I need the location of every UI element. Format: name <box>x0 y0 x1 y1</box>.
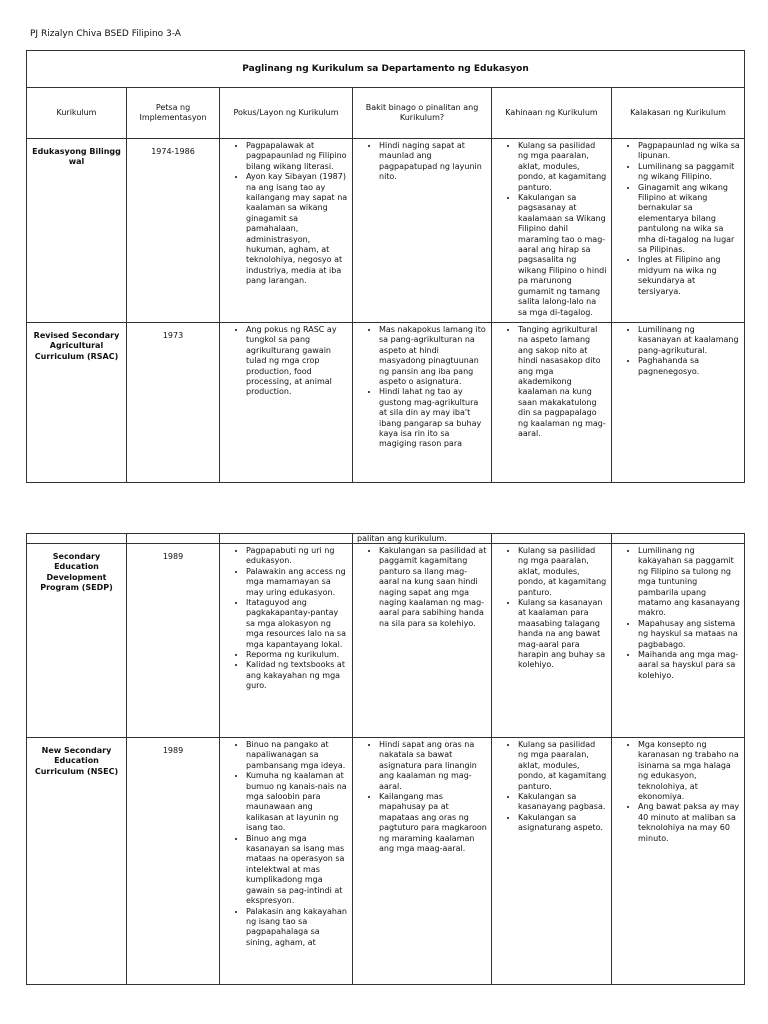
list-item: • Binuo na pangako at napaliwanagan sa pambansang mga ideya. <box>246 740 348 771</box>
strength-cell <box>612 139 745 323</box>
list-item: • Tanging agrikultural na aspeto lamang ang sakop nito at hindi nasasakop dito ang mga akademikong kaalaman na kung saan makakatulong din sa pagpapalago ng kaalaman ng mag-aaral. <box>518 325 607 439</box>
focus-cell <box>220 323 353 483</box>
curriculum-name: Edukasyong Bilingg wal <box>27 139 127 323</box>
list-item: • Reporma ng kurikulum. <box>246 650 348 660</box>
list-item: • Kulang sa kasanayan at kaalaman para maasabing talagang handa na ang bawat mag-aaral para harapin ang buhay sa kolehiyo. <box>518 598 607 671</box>
list-item: • Palawakin ang access ng mga mamamayan sa may uring edukasyon. <box>246 567 348 598</box>
list-item: • Pagpapalawak at pagpapaunlad ng Filipino bilang wikang literasi. <box>246 141 348 172</box>
reason-cell <box>353 544 492 738</box>
focus-cell <box>220 738 353 985</box>
list-item: • Kakulangan sa asignaturang aspeto. <box>518 813 607 834</box>
reason-cell <box>353 139 492 323</box>
implementation-date: 1974-1986 <box>127 139 220 323</box>
list-item: • Paghahanda sa pagnenegosyo. <box>638 356 740 377</box>
column-header: Kurikulum <box>27 88 127 139</box>
curriculum-table-page-1 <box>26 50 745 483</box>
list-item: • Kulang sa pasilidad ng mga paaralan, aklat, modules, pondo, at kagamitang panturo. <box>518 546 607 598</box>
reason-cell <box>353 738 492 985</box>
list-item: • Ang pokus ng RASC ay tungkol sa pang agrikulturang gawain tulad ng mga crop production, food processing, at animal production. <box>246 325 348 398</box>
curriculum-name: New Secondary Education Curriculum (NSEC) <box>27 738 127 985</box>
curriculum-table-page-2 <box>26 533 745 985</box>
focus-cell <box>220 139 353 323</box>
list-item: • Hindi sapat ang oras na nakatala sa bawat asignatura para linangin ang kaalaman ng mag-aaral. <box>379 740 487 792</box>
document-header: PJ Rizalyn Chiva BSED Filipino 3-A <box>30 29 181 39</box>
focus-cell <box>220 544 353 738</box>
table-row <box>27 738 745 985</box>
list-item: • Binuo ang mga kasanayan sa isang mas mataas na operasyon sa intelektwal at mas kumplikadong mga gawain sa pag-intindi at ekspresyon. <box>246 834 348 907</box>
list-item: • Kulang sa pasilidad ng mga paaralan, aklat, modules, pondo, at kagamitang panturo. <box>518 141 607 193</box>
column-header: Bakit binago o pinalitan ang Kurikulum? <box>353 88 492 139</box>
list-item: • Ang bawat paksa ay may 40 minuto at maliban sa teknolohiya na may 60 minuto. <box>638 802 740 844</box>
reason-continued: palitan ang kurikulum. <box>353 534 492 544</box>
strength-cell <box>612 544 745 738</box>
table-row <box>27 323 745 483</box>
table-row <box>27 139 745 323</box>
column-header: Kalakasan ng Kurikulum <box>612 88 745 139</box>
weakness-cell <box>492 544 612 738</box>
list-item: • Kakulangan sa pagsasanay at kaalamaan sa Wikang Filipino dahil maraming tao o mag-aaral ang hirap sa pagsasalita ng wikang Filipino o hindi pa marunong gumamit ng tamang salita lalong-lalo na sa mga di-tagalog. <box>518 193 607 318</box>
list-item: • Ingles at Filipino ang midyum na wika ng sekundarya at tersiyarya. <box>638 255 740 297</box>
list-item: • Pagpapaunlad ng wika sa lipunan. <box>638 141 740 162</box>
list-item: • Lumilinang ng kasanayan at kaalamang pang-agrikutural. <box>638 325 740 356</box>
list-item: • Kulang sa pasilidad ng mga paaralan, aklat, modules, pondo, at kagamitang panturo. <box>518 740 607 792</box>
weakness-cell <box>492 139 612 323</box>
list-item: • Pagpapabuti ng uri ng edukasyon. <box>246 546 348 567</box>
weakness-cell <box>492 323 612 483</box>
list-item: • Kakulangan sa pasilidad at paggamit kagamitang panturo sa ilang mag-aaral na kung saan hindi naging sapat ang mga naging kaalaman ng mag-aaral para sabihing handa na sila para sa kolehiyo. <box>379 546 487 629</box>
list-item: • Mapahusay ang sistema ng hayskul sa mataas na pagbabago. <box>638 619 740 650</box>
column-header: Kahinaan ng Kurikulum <box>492 88 612 139</box>
list-item: • Mga konsepto ng karanasan ng trabaho na isinama sa mga halaga ng edukasyon, teknolohiya, at ekonomiya. <box>638 740 740 802</box>
table-title: Paglinang ng Kurikulum sa Departamento ng Edukasyon <box>27 51 745 88</box>
list-item: • Kakulangan sa kasanayang pagbasa. <box>518 792 607 813</box>
column-header: Petsa ng Implementasyon <box>127 88 220 139</box>
list-item: • Ayon kay Sibayan (1987) na ang isang tao ay kailangang may sapat na kaalaman sa wikang ginagamit sa pamahalaan, administrasyon, hukuman, agham, at teknolohiya, negosyo at industriya, media at iba pang larangan. <box>246 172 348 286</box>
list-item: • Maihanda ang mga mag-aaral sa hayskul para sa kolehiyo. <box>638 650 740 681</box>
column-header: Pokus/Layon ng Kurikulum <box>220 88 353 139</box>
list-item: • Lumilinang ng kakayahan sa paggamit ng Filipino sa tulong ng mga tuntuning pambarila upang matamo ang kasanayang makro. <box>638 546 740 619</box>
list-item: • Kailangang mas mapahusay pa at mapataas ang oras ng pagtuturo para magkaroon ng maraming kaalaman ang mga maag-aaral. <box>379 792 487 854</box>
weakness-cell <box>492 738 612 985</box>
list-item: • Lumilinang sa paggamit ng wikang Filipino. <box>638 162 740 183</box>
list-item: • Hindi lahat ng tao ay gustong mag-agrikultura at sila din ay may iba't ibang pangarap sa buhay kaya isa rin ito sa magiging rason para <box>379 387 487 449</box>
list-item: • Palakasin ang kakayahan ng isang tao sa pagpapahalaga sa sining, agham, at <box>246 907 348 949</box>
strength-cell <box>612 738 745 985</box>
list-item: • Kumuha ng kaalaman at bumuo ng kanais-nais na mga saloobin para maunawaan ang kalikasan at layunin ng isang tao. <box>246 771 348 833</box>
strength-cell <box>612 323 745 483</box>
table-header-row <box>27 88 745 139</box>
curriculum-name: Secondary Education Development Program (SEDP) <box>27 544 127 738</box>
list-item: • Mas nakapokus lamang ito sa pang-agrikulturan na aspeto at hindi masyadong pinagtuunan ng pansin ang iba pang aspeto o asignatura. <box>379 325 487 387</box>
list-item: • Ginagamit ang wikang Filipino at wikang bernakular sa elementarya bilang pantulong na wika sa mha di-tagalog na lugar sa Pilipinas. <box>638 183 740 256</box>
list-item: • Hindi naging sapat at maunlad ang pagpapatupad ng layunin nito. <box>379 141 487 183</box>
implementation-date: 1973 <box>127 323 220 483</box>
implementation-date: 1989 <box>127 544 220 738</box>
implementation-date: 1989 <box>127 738 220 985</box>
curriculum-name: Revised Secondary Agricultural Curriculum (RSAC) <box>27 323 127 483</box>
reason-cell <box>353 323 492 483</box>
list-item: • Itataguyod ang pagkakapantay-pantay sa mga alokasyon ng mga resources lalo na sa mga kapantayang lokal. <box>246 598 348 650</box>
table-row <box>27 544 745 738</box>
list-item: • Kalidad ng textsbooks at ang kakayahan ng mga guro. <box>246 660 348 691</box>
table-row-continued <box>27 534 745 544</box>
